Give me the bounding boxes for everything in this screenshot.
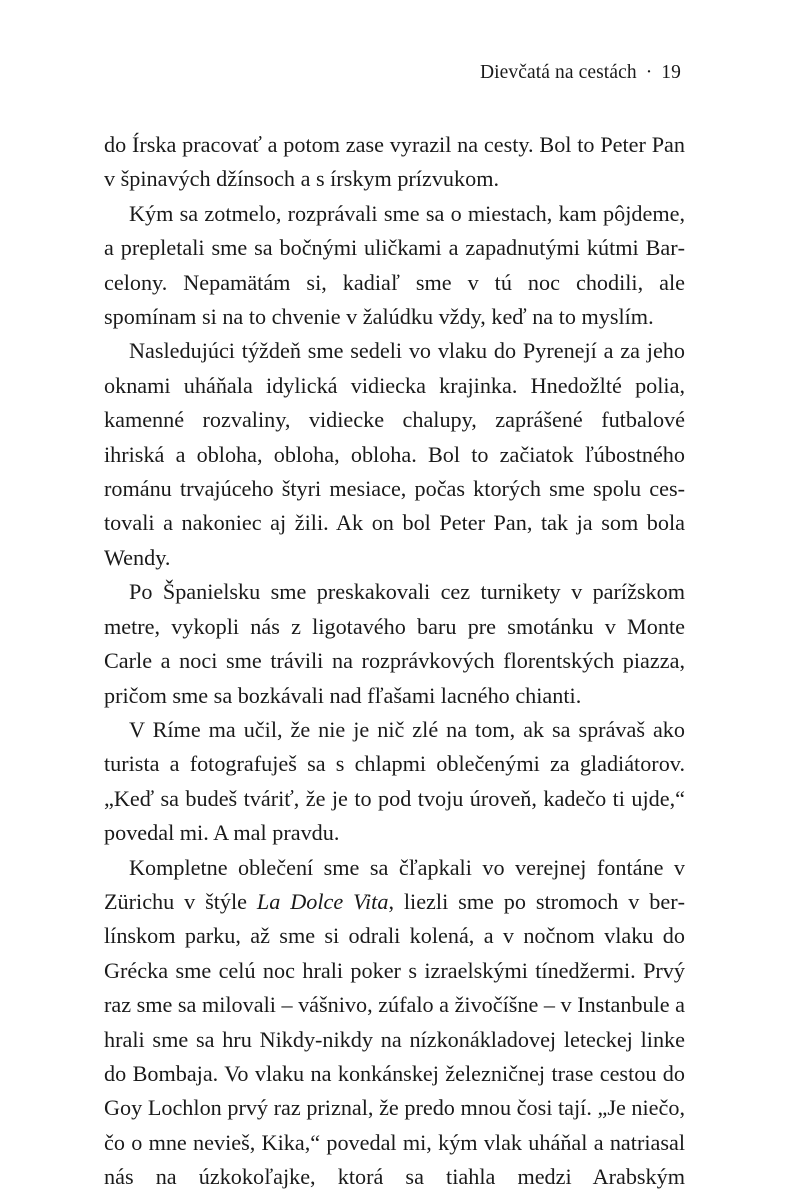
body-text (104, 128, 685, 1195)
paragraph-2: Kým sa zotmelo, rozprávali sme sa o miestach, kam pôjdeme, a prepletali sme sa bočnými uličkami a zapadnutými kútmi Barcelony. Nepamätám si, kadiaľ sme v tú noc chodili, ale spomínam si na to chvenie v žalúdku vždy, keď na to myslím. (104, 200, 685, 330)
film-title-italic: La Dolce Vita (256, 888, 389, 914)
paragraph-6-rest: , liezli sme po stromoch v berlínskom parku, až sme si odrali kolená, a v nočnom vlaku do Grécka sme celú noc hrali poker s izraelskými tínedžermi. Prvý raz sme sa milovali – vášnivo, zúfalo a živočíšne – v Instanbule a hrali sme sa hru Nikdy-nikdy na nízkonákladovej leteckej linke do Bombaja. Vo vlaku na konkánskej železničnej trase cestou do Goy Lochlon prvý raz priznal, že predo mnou čosi tají. „Je niečo, čo o mne nevieš, Kika,“ povedal mi, kým vlak uháňal a natriasal nás na úzkokoľajke, ktorá sa tiahla medzi Arabským (104, 888, 686, 1190)
paragraph-6-start: Kompletne oblečení sme sa čľapkali vo verejnej fontáne v Zürichu v štýle (104, 854, 685, 914)
paragraph-5: V Ríme ma učil, že nie je nič zlé na tom, ak sa správaš ako turista a fotografuješ sa s chlapmi oblečenými za gladiátorov. „Keď sa budeš tváriť, že je to pod tvoju úroveň, kadečo ti ujde,“ povedal mi. A mal pravdu. (104, 716, 685, 846)
paragraph-3: Nasledujúci týždeň sme sedeli vo vlaku do Pyrenejí a za jeho oknami uháňala idylická vidiecka krajinka. Hnedožlté polia, kamenné rozvaliny, vidiecke chalupy, zaprášené futbalové ihriská a obloha, obloha, obloha. Bol to začiatok ľúbostného románu trvajúceho štyri mesiace, počas ktorých sme spolu cestovali a nakoniec aj žili. Ak on bol Peter Pan, tak ja som bola Wendy. (104, 338, 685, 570)
page-number: 19 (661, 62, 681, 83)
header-separator: · (645, 62, 653, 83)
running-header (480, 62, 681, 84)
paragraph-6 (104, 851, 685, 1195)
running-title: Dievčatá na cestách (479, 62, 637, 83)
paragraph-1: do Írska pracovať a potom zase vyrazil na cesty. Bol to Peter Pan v špinavých džínsoch a s írskym prízvukom. (104, 132, 685, 192)
paragraph-4: Po Španielsku sme preskakovali cez turnikety v parížskom metre, vykopli nás z ligotavého baru pre smotánku v Monte Carle a noci sme trávili na rozprávkových florentských piazza, pričom sme sa bozkávali nad fľašami lacného chianti. (104, 579, 685, 708)
